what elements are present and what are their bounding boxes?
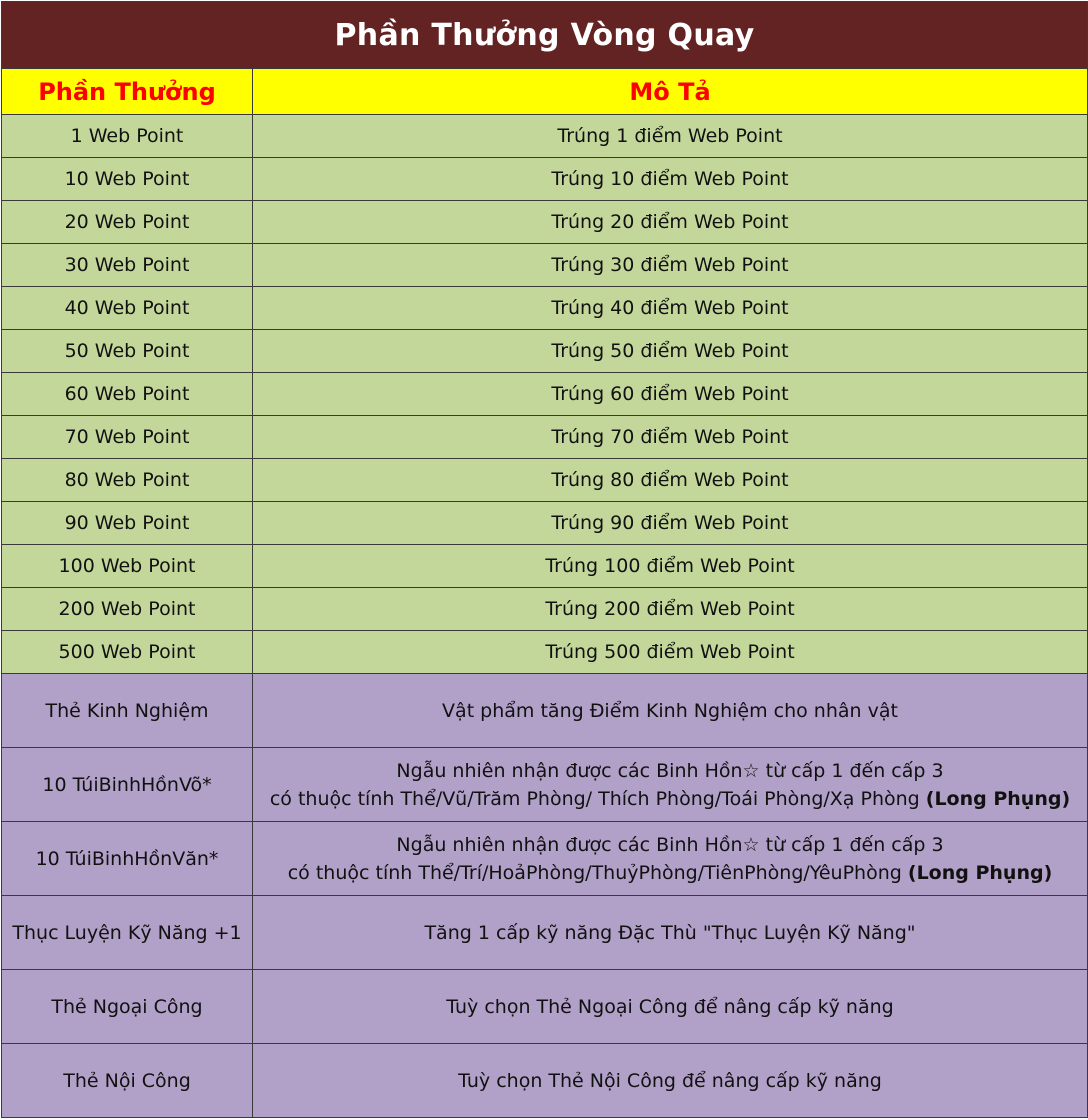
table-row [2, 748, 1088, 822]
description-cell: Vật phẩm tăng Điểm Kinh Nghiệm cho nhân vật [253, 674, 1088, 748]
reward-cell: 50 Web Point [2, 330, 253, 373]
table-title: Phần Thưởng Vòng Quay [2, 2, 1088, 69]
rewards-table [1, 1, 1088, 1118]
title-row [2, 2, 1088, 69]
table-row [2, 244, 1088, 287]
long-phung-label: (Long Phụng) [907, 861, 1053, 884]
description-cell: Trúng 200 điểm Web Point [253, 588, 1088, 631]
description-cell [253, 822, 1088, 896]
description-cell: Trúng 500 điểm Web Point [253, 631, 1088, 674]
description-cell: Trúng 60 điểm Web Point [253, 373, 1088, 416]
table-row [2, 896, 1088, 970]
header-row [2, 69, 1088, 115]
description-cell: Tuỳ chọn Thẻ Nội Công để nâng cấp kỹ năng [253, 1044, 1088, 1118]
table-row [2, 158, 1088, 201]
table-row [2, 416, 1088, 459]
description-cell: Trúng 70 điểm Web Point [253, 416, 1088, 459]
table-row [2, 1044, 1088, 1118]
table-row [2, 287, 1088, 330]
table-row [2, 502, 1088, 545]
header-description: Mô Tả [253, 69, 1088, 115]
table-row [2, 822, 1088, 896]
reward-cell: 10 TúiBinhHồnVăn* [2, 822, 253, 896]
table-row [2, 970, 1088, 1044]
description-text: có thuộc tính Thể/Vũ/Trăm Phòng/ Thích Phòng/Toái Phòng/Xạ Phòng [269, 787, 920, 810]
description-text: có thuộc tính Thể/Trí/HoảPhòng/ThuỷPhòng/TiênPhòng/YêuPhòng [287, 861, 902, 884]
reward-cell: 1 Web Point [2, 115, 253, 158]
reward-cell: 30 Web Point [2, 244, 253, 287]
reward-cell: Thục Luyện Kỹ Năng +1 [2, 896, 253, 970]
reward-cell: 60 Web Point [2, 373, 253, 416]
long-phung-label: (Long Phụng) [925, 787, 1071, 810]
description-cell: Tăng 1 cấp kỹ năng Đặc Thù "Thục Luyện Kỹ Năng" [253, 896, 1088, 970]
reward-cell: 10 TúiBinhHồnVõ* [2, 748, 253, 822]
table-row [2, 330, 1088, 373]
description-cell: Tuỳ chọn Thẻ Ngoại Công để nâng cấp kỹ năng [253, 970, 1088, 1044]
description-cell: Trúng 80 điểm Web Point [253, 459, 1088, 502]
description-cell: Trúng 1 điểm Web Point [253, 115, 1088, 158]
reward-cell: Thẻ Nội Công [2, 1044, 253, 1118]
description-cell: Trúng 100 điểm Web Point [253, 545, 1088, 588]
reward-cell: 80 Web Point [2, 459, 253, 502]
reward-cell: Thẻ Ngoại Công [2, 970, 253, 1044]
reward-cell: 200 Web Point [2, 588, 253, 631]
reward-cell: 90 Web Point [2, 502, 253, 545]
description-cell [253, 748, 1088, 822]
description-cell: Trúng 50 điểm Web Point [253, 330, 1088, 373]
description-line [253, 785, 1087, 813]
table-row [2, 631, 1088, 674]
reward-cell: 70 Web Point [2, 416, 253, 459]
table-row [2, 674, 1088, 748]
reward-cell: 500 Web Point [2, 631, 253, 674]
description-line [253, 859, 1087, 887]
reward-cell: 20 Web Point [2, 201, 253, 244]
description-line: Ngẫu nhiên nhận được các Binh Hồn☆ từ cấp 1 đến cấp 3 [396, 833, 944, 856]
reward-cell: 100 Web Point [2, 545, 253, 588]
header-reward: Phần Thưởng [2, 69, 253, 115]
description-cell: Trúng 30 điểm Web Point [253, 244, 1088, 287]
reward-cell: 10 Web Point [2, 158, 253, 201]
description-line: Ngẫu nhiên nhận được các Binh Hồn☆ từ cấp 1 đến cấp 3 [396, 759, 944, 782]
table-row [2, 201, 1088, 244]
table-row [2, 115, 1088, 158]
description-cell: Trúng 10 điểm Web Point [253, 158, 1088, 201]
reward-cell: Thẻ Kinh Nghiệm [2, 674, 253, 748]
table-row [2, 373, 1088, 416]
table-row [2, 459, 1088, 502]
description-cell: Trúng 20 điểm Web Point [253, 201, 1088, 244]
table-row [2, 588, 1088, 631]
reward-cell: 40 Web Point [2, 287, 253, 330]
description-cell: Trúng 90 điểm Web Point [253, 502, 1088, 545]
description-cell: Trúng 40 điểm Web Point [253, 287, 1088, 330]
table-row [2, 545, 1088, 588]
